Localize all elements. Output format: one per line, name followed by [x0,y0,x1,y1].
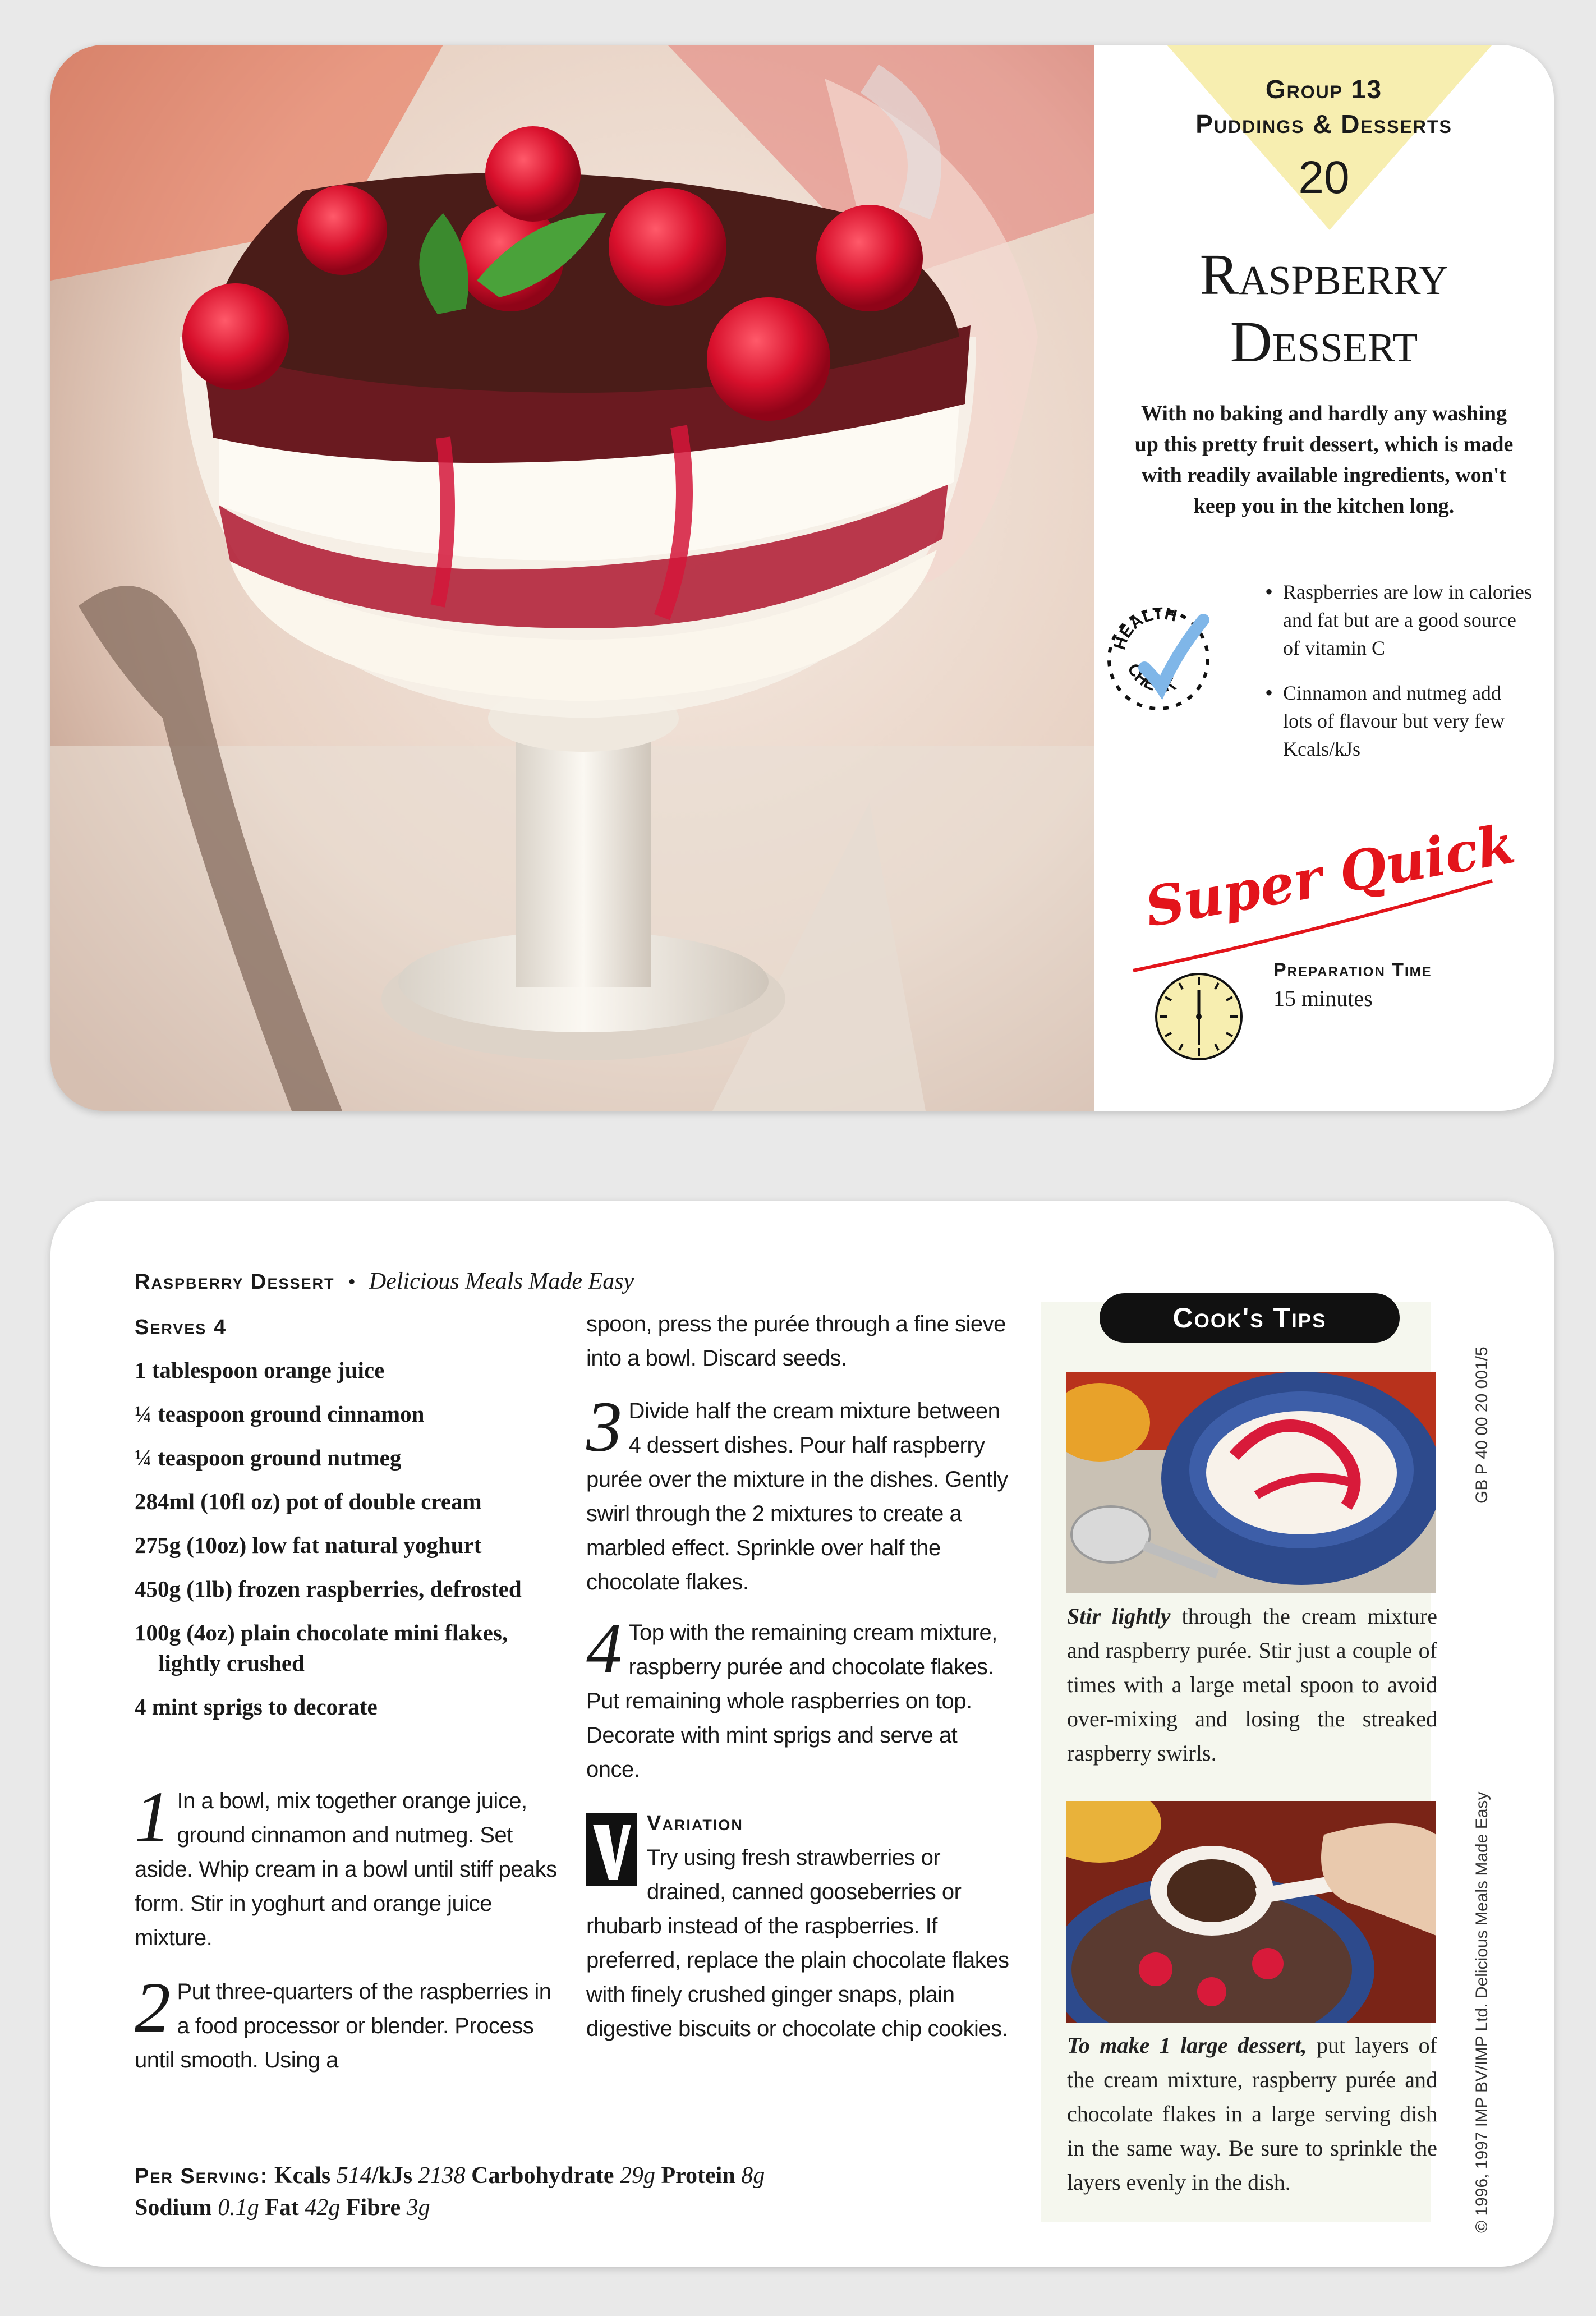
variation-v-icon [586,1813,637,1886]
super-quick-text: Super Quick [1140,812,1520,940]
health-point: • Cinnamon and nutmeg add lots of flavour but very few Kcals/kJs [1265,679,1534,763]
product-code: GB P 40 00 20 001/5 [1473,1347,1491,1504]
ingredient: 1 tablespoon orange juice [135,1357,385,1383]
step-number: 1 [135,1777,171,1857]
health-badge-bottom: CHECK [1124,660,1179,696]
card-number: 20 [1298,152,1350,203]
tip-2 [1067,2028,1437,2199]
tip-1-text: through the cream mixture and raspberry purée. Stir just a couple of times with a large metal spoon to avoid over-mixing and losing the streaked raspberry swirls. [1067,1603,1437,1766]
tip-photo-layering [1066,1801,1436,2023]
step-3 [586,1387,1013,1600]
svg-text:HEALTH [1110,604,1179,652]
kjs-value: 2138 [418,2163,466,2189]
tip-2-text: put layers of the cream mixture, raspberry purée and chocolate flakes in a large serving dish in the same way. Be sure to sprinkle the layers evenly in the dish. [1067,2033,1437,2195]
sodium-value: 0.1g [218,2195,259,2221]
copyright: © 1996, 1997 IMP BV/IMP Ltd. Delicious Meals Made Easy [1473,1791,1491,2233]
fat-label: Fat [265,2195,299,2221]
nutrition-info [135,2160,976,2223]
kcals-label: Kcals [274,2163,331,2189]
fat-value: 42g [305,2195,341,2221]
ingredients-list [135,1355,572,1735]
fibre-label: Fibre [346,2195,401,2221]
fibre-value: 3g [406,2195,430,2221]
health-badge-top: HEALTH [1110,604,1179,652]
step-2-continued [586,1307,1013,1376]
serves-label: Serves 4 [135,1316,227,1339]
prep-time-label: Preparation Time [1273,959,1432,981]
prep-time-value: 15 minutes [1273,986,1373,1011]
title-line-1: Raspberry [1199,242,1448,307]
health-check-icon [1105,583,1212,729]
step-text: Divide half the cream mixture between 4 dessert dishes. Pour half raspberry purée over the mixture in the dishes. Gently swirl through the 2 mixtures to create a marbled effect. Sprinkle over half the chocolate flakes. [586,1399,1008,1594]
header-bullet: • [348,1270,356,1294]
kjs-label: /kJs [371,2163,413,2189]
ingredient: 284ml (10fl oz) pot of double cream [135,1488,482,1514]
step-text: In a bowl, mix together orange juice, ground cinnamon and nutmeg. Set aside. Whip cream in a bowl until stiff peaks form. Stir in yoghurt and orange juice mixture. [135,1789,557,1950]
group-label: Group 13 [1265,75,1383,104]
variation-text: Try using fresh strawberries or drained, canned gooseberries or rhubarb instead of the raspberries. If preferred, replace the plain chocolate flakes with finely crushed ginger snaps, plain digestive biscuits or chocolate chip cookies. [586,1845,1009,2041]
step-1 [135,1777,561,1955]
header-recipe-name: Raspberry Dessert [135,1270,335,1294]
sodium-label: Sodium [135,2195,212,2221]
health-point: • Raspberries are low in calories and fat but are a good source of vitamin C [1265,578,1534,662]
card-info-panel [1094,45,1554,1111]
step-2 [135,1968,561,2078]
ingredient: 4 mint sprigs to decorate [135,1694,378,1720]
tip-photo-stirring [1066,1372,1436,1593]
variation [586,1807,1013,2046]
ingredient: 275g (10oz) low fat natural yoghurt [135,1532,482,1558]
carb-label: Carbohydrate [471,2163,614,2189]
ingredient: ¼ teaspoon ground nutmeg [135,1445,402,1471]
step-4 [586,1609,1013,1787]
cooks-tips-title: Cook's Tips [1100,1293,1400,1343]
tip-2-lead: To make 1 large dessert, [1067,2033,1307,2058]
ingredient: 100g (4oz) plain chocolate mini flakes, lightly crushed [135,1620,508,1676]
kcals-value: 514 [336,2163,372,2189]
step-number: 2 [135,1968,171,2047]
title-line-2: Dessert [1230,310,1418,374]
step-text: spoon, press the purée through a fine sieve into a bowl. Discard seeds. [586,1312,1006,1371]
category-label: Puddings & Desserts [1195,109,1452,139]
variation-heading: Variation [647,1812,743,1835]
step-number: 4 [586,1609,622,1688]
ingredient: 450g (1lb) frozen raspberries, defrosted [135,1576,522,1602]
header-tagline: Delicious Meals Made Easy [369,1269,634,1294]
clock-icon [1153,971,1245,1063]
tip-1-lead: Stir lightly [1067,1603,1171,1629]
recipe-title [1094,241,1554,376]
health-points [1265,578,1534,780]
back-header [135,1268,634,1295]
recipe-card-back [50,1201,1554,2267]
step-text: Top with the remaining cream mixture, raspberry purée and chocolate flakes. Put remaining whole raspberries on top. Decorate with mint sprigs and serve at once. [586,1620,997,1782]
protein-label: Protein [661,2163,735,2189]
dessert-photo [50,45,1094,1111]
ingredient: ¼ teaspoon ground cinnamon [135,1401,425,1427]
per-serving-label: Per Serving: [135,2165,269,2188]
step-text: Put three-quarters of the raspberries in a food processor or blender. Process until smooth. Using a [135,1979,551,2073]
carb-value: 29g [619,2163,655,2189]
tip-1 [1067,1599,1437,1770]
protein-value: 8g [741,2163,765,2189]
step-number: 3 [586,1387,622,1467]
intro-text: With no baking and hardly any washing up this pretty fruit dessert, which is made with readily available ingredients, won't keep you in the kitchen long. [1134,402,1514,518]
recipe-card-front [50,45,1554,1111]
